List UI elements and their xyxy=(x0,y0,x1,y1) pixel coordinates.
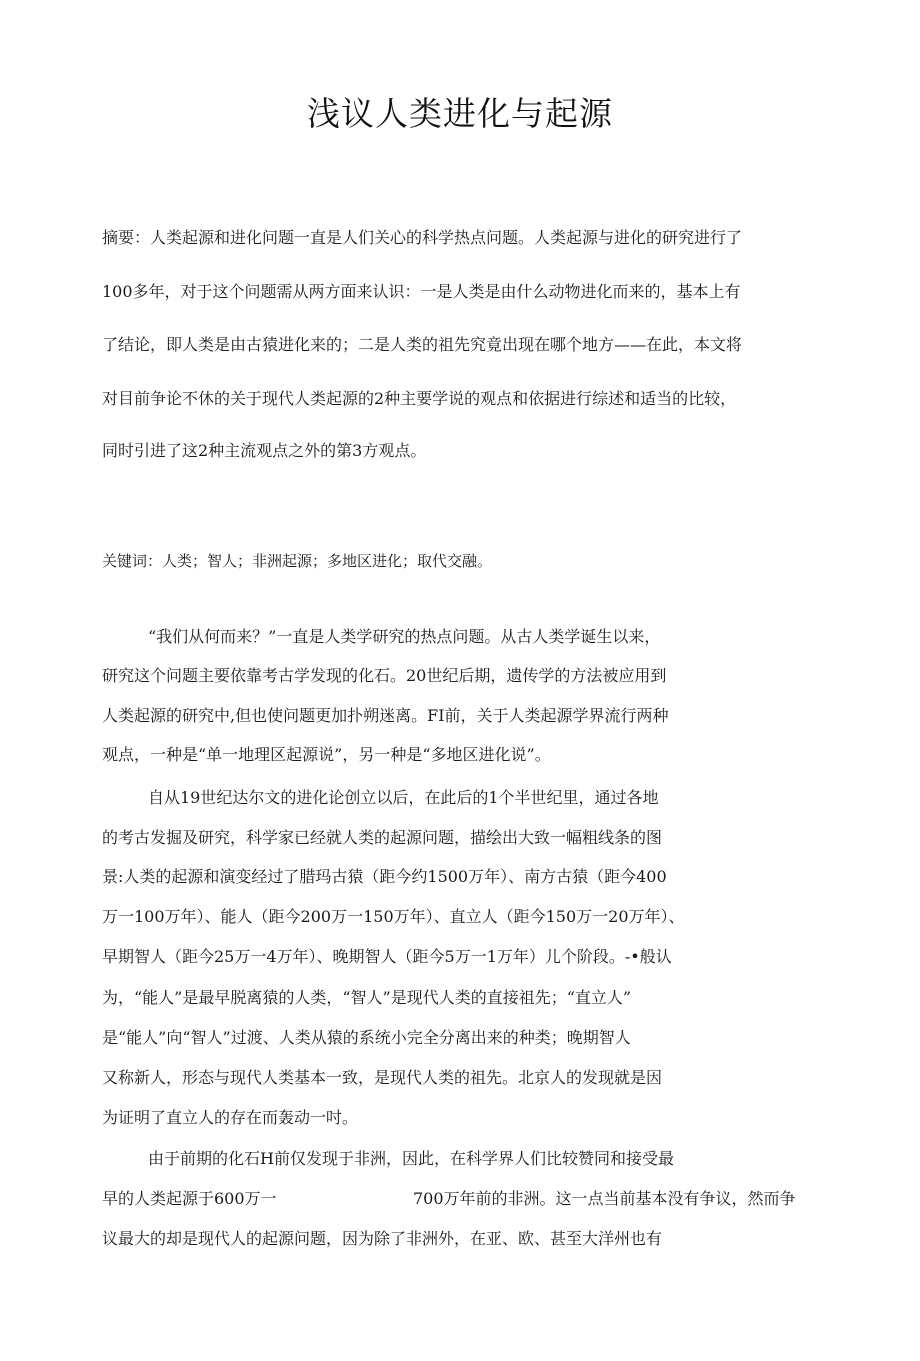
abstract-line: 对目前争论不休的关于现代人类起源的2种主要学说的观点和依据进行综述和适当的比较， xyxy=(102,389,737,408)
paragraph-line: 是“能人”向“智人”过渡、人类从猿的系统小完全分离出来的种类；晚期智人 xyxy=(102,1028,631,1047)
abstract-line: 100多年，对于这个问题需从两方面来认识：一是人类是由什么动物进化而来的，基本上有 xyxy=(102,282,741,301)
paragraph-line: 由于前期的化石H前仅发现于非洲，因此，在科学界人们比较赞同和接受最 xyxy=(148,1149,674,1168)
paragraph-line-right: 700万年前的非洲。这一点当前基本没有争议，然而争 xyxy=(413,1189,796,1208)
paragraph-line: 为，“能人”是最早脱离猿的人类，“智人”是现代人类的直接祖先；“直立人” xyxy=(102,988,632,1007)
abstract-line: 摘要：人类起源和进化问题一直是人们关心的科学热点问题。人类起源与进化的研究进行了 xyxy=(102,228,743,247)
paragraph-line: “我们从何而来？”一直是人类学研究的热点问题。从古人类学诞生以来， xyxy=(148,627,661,646)
paragraph-line: 万一100万年）、能人（距今200万一150万年）、直立人（距今150万一20万年）、 xyxy=(102,907,685,926)
paragraph-line-left: 早的人类起源于600万一 xyxy=(102,1189,277,1208)
paragraph-line: 为证明了直立人的存在而轰动一吋。 xyxy=(102,1108,359,1127)
abstract-line: 同时引进了这2种主流观点之外的第3方观点。 xyxy=(102,441,427,460)
paragraph-line: 人类起源的研究中,但也使问题更加扑朔迷离。FI前，关于人类起源学界流行两种 xyxy=(102,706,669,725)
paragraph-line: 议最大的却是现代人的起源问题，因为除了非洲外，在亚、欧、甚至大洋州也有 xyxy=(102,1229,663,1248)
paragraph-line: 自从19世纪达尔文的进化论创立以后，在此后的1个半世纪里，通过各地 xyxy=(148,788,659,807)
document-title: 浅议人类进化与起源 xyxy=(307,94,613,133)
paragraph-line: 的考古发掘及研究，科学家已经就人类的起源问题，描绘出大致一幅粗线条的图 xyxy=(102,828,663,847)
paragraph-line: 早期智人（距今25万一4万年）、晚期智人（距今5万一1万年）儿个阶段。-•般认 xyxy=(102,947,672,966)
abstract-line: 了结论，即人类是由古猿进化来的；二是人类的祖先究竟出现在哪个地方——在此，本文将 xyxy=(102,335,743,354)
paragraph-line: 观点，一种是“单一地理区起源说”，另一种是“多地区进化说”。 xyxy=(102,745,551,764)
paragraph-line: 又称新人，形态与现代人类基本一致，是现代人类的祖先。北京人的发现就是因 xyxy=(102,1068,663,1087)
paragraph-line: 研究这个问题主要依靠考古学发现的化石。20世纪后期，遗传学的方法被应用到 xyxy=(102,666,667,685)
paragraph-line: 景:人类的起源和演变经过了腊玛古猿（距今约1500万年）、南方古猿（距今400 xyxy=(102,867,667,886)
keywords-line: 关键词：人类；智人；非洲起源；多地区进化；取代交融。 xyxy=(102,552,493,570)
